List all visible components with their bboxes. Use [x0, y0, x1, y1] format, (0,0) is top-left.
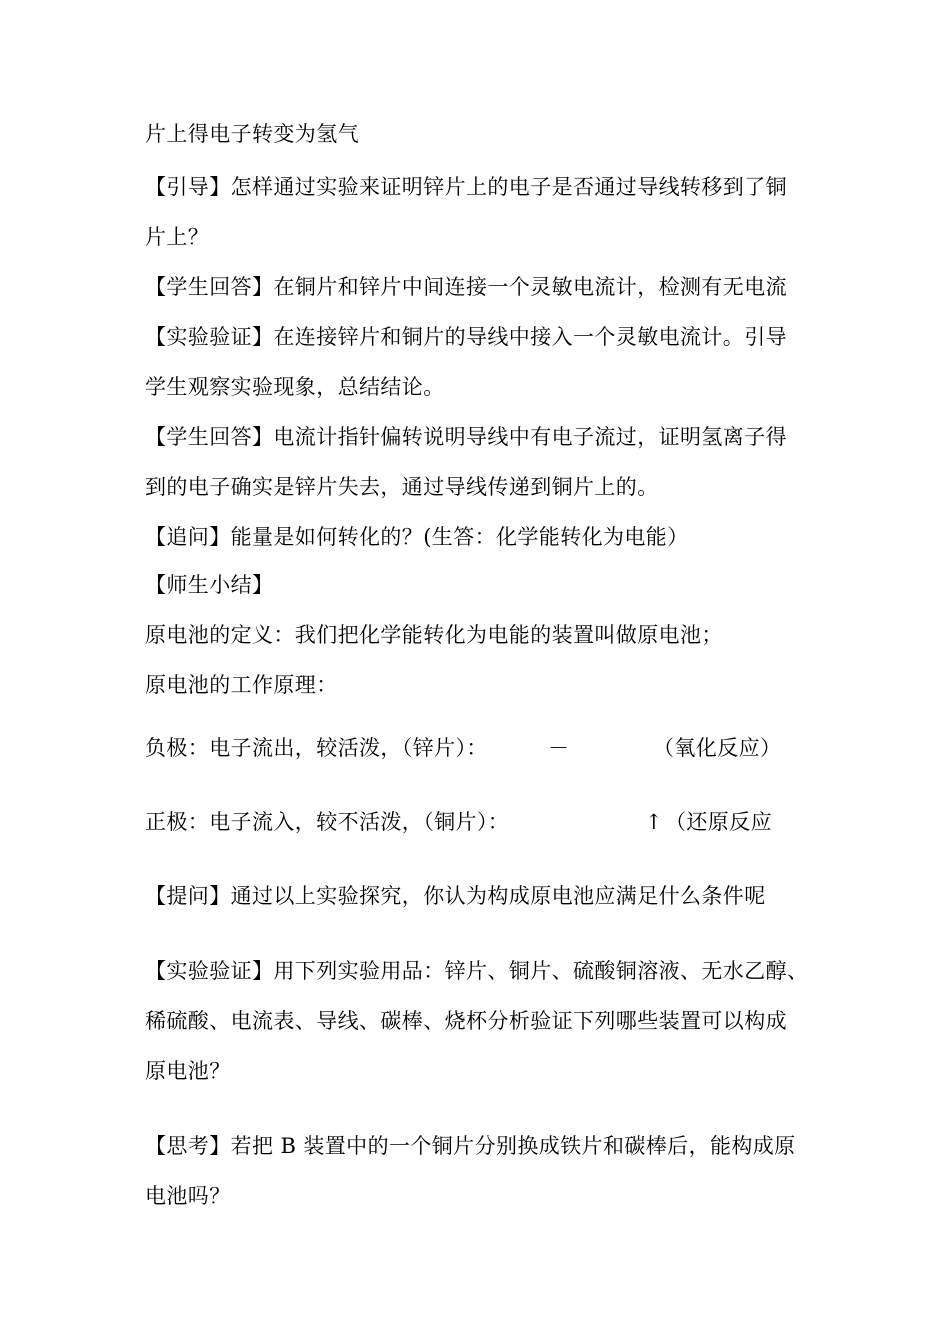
positive-electrode-symbol: ↑	[645, 810, 663, 834]
positive-electrode-text: 正极：电子流入，较不活泼，（铜片）：	[145, 810, 510, 834]
positive-electrode-line	[145, 808, 825, 836]
text-line-experiment-2: 稀硫酸、电流表、导线、碳棒、烧杯分析验证下列哪些装置可以构成	[145, 1009, 787, 1033]
text-line-thinking-2: 电池吗？	[145, 1184, 231, 1208]
text-line-student-answer-2: 【学生回答】电流计指针偏转说明导线中有电子流过，证明氢离子得	[145, 425, 787, 449]
text-line-follow-up: 【追问】能量是如何转化的？(生答：化学能转化为电能）	[145, 525, 689, 549]
negative-electrode-line	[145, 734, 825, 762]
text-line-experiment-3: 原电池？	[145, 1059, 231, 1083]
positive-electrode-reaction: （还原反应	[665, 810, 772, 834]
text-line-principle: 原电池的工作原理：	[145, 673, 338, 697]
text-line-experiment-verify-1: 【实验验证】在连接锌片和铜片的导线中接入一个灵敏电流计。引导	[145, 325, 787, 349]
text-line-1: 片上得电子转变为氢气	[145, 122, 359, 146]
text-line-definition: 原电池的定义：我们把化学能转化为电能的装置叫做原电池；	[145, 623, 723, 647]
negative-electrode-text: 负极：电子流出，较活泼，（锌片）：	[145, 736, 488, 760]
text-line-student-answer-1: 【学生回答】在铜片和锌片中间连接一个灵敏电流计，检测有无电流	[145, 275, 787, 299]
text-line-experiment-1: 【实验验证】用下列实验用品：锌片、铜片、硫酸铜溶液、无水乙醇、	[145, 959, 809, 983]
text-line-thinking-1: 【思考】若把 B 装置中的一个铜片分别换成铁片和碳棒后，能构成原	[145, 1134, 796, 1158]
text-line-question: 【提问】通过以上实验探究，你认为构成原电池应满足什么条件呢	[145, 884, 766, 908]
text-line-8: 到的电子确实是锌片失去，通过导线传递到铜片上的。	[145, 475, 659, 499]
text-line-summary-heading: 【师生小结】	[145, 573, 274, 597]
text-line-6: 学生观察实验现象，总结结论。	[145, 375, 445, 399]
text-line-3: 片上？	[145, 225, 210, 249]
text-line-guide: 【引导】怎样通过实验来证明锌片上的电子是否通过导线转移到了铜	[145, 175, 787, 199]
negative-electrode-reaction: （氧化反应）	[653, 736, 782, 760]
negative-electrode-symbol: －	[548, 736, 570, 760]
